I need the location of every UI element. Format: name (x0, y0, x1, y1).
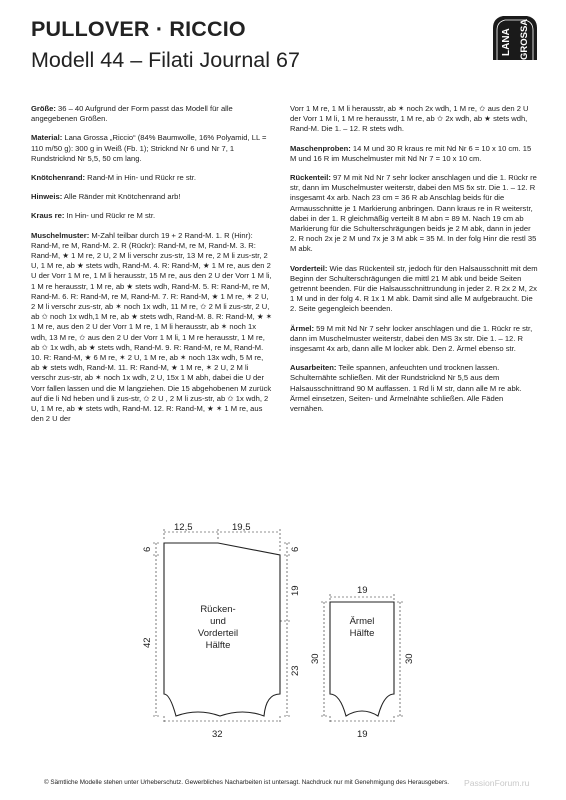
shell-pattern-cont-text: Vorr 1 M re, 1 M li herausstr, ab ✶ noch 2x wdh, 1 M re, ✩ aus den 2 U der Vorr 1 M li, 1 M re herausstr, 1 M re, ab ✩ 2x wdh, ab ★ stets wdh, Rand-M. Die 1. – 12. R stets wdh. (290, 104, 529, 134)
garter-section (31, 211, 273, 221)
front-label: Vorderteil: (290, 263, 328, 273)
dim-right-slope: 6 (290, 546, 301, 552)
lana-grossa-logo (487, 10, 543, 66)
body-label-1: Rücken- (200, 604, 236, 615)
sleeve-label: Ärmel: (290, 323, 315, 333)
copyright-footer: © Sämtliche Modelle stehen unter Urheberschutz. Gewerbliches Nacharbeiten ist untersagt. Nachdruck nur mit Genehmigung des Herausgebers. (44, 779, 450, 786)
size-text: 36 – 40 Aufgrund der Form passt das Modell für alle angegebenen Größen. (31, 104, 233, 124)
left-column (31, 104, 273, 433)
garter-text: In Hin- und Rückr re M str. (64, 211, 156, 221)
size-label: Größe: (31, 104, 56, 113)
material-section (31, 133, 273, 164)
page-subtitle: Modell 44 – Filati Journal 67 (31, 48, 300, 72)
body-label-3: Vorderteil (197, 628, 239, 639)
dim-body-width: 32 (212, 729, 223, 740)
finishing-label: Ausarbeiten: (290, 363, 337, 373)
sleeve-label-1: Ärmel (349, 616, 375, 627)
front-section (290, 264, 538, 315)
material-text: Lana Grossa „Riccio“ (84% Baumwolle, 16% Polyamid, LL = 110 m/50 g): 300 g in Weiß (Fb. 1); Stricknd Nr 6 und Nr 7, 1 Rundstricknd Nr 5,5, 50 cm lang. (31, 133, 267, 163)
watermark: PassionForum.ru (464, 778, 530, 788)
logo-text-lana: LANA (501, 28, 512, 56)
dim-side-length: 23 (290, 665, 301, 676)
note-text: Alle Ränder mit Knötchenrand arb! (62, 192, 181, 202)
body-label-2: und (210, 616, 226, 627)
gauge-label: Maschenproben: (290, 143, 351, 153)
dim-left-slope: 6 (142, 546, 153, 552)
knot-edge-section (31, 173, 273, 183)
shell-pattern-text: M-Zahl teilbar durch 19 + 2 Rand-M. 1. R (Hinr): Rand-M, re M, Rand-M. 2. R (Rückr): Rand-M, re M, Rand-M. 3. R: Rand-M, ★ 1 M re, 2 U, 2 M li verschr zus-str, 13 M re, 2 M li zus-str, 2 U, 1 M re, ab ★ stets wdh, Rand-M. 4. R: Rand-M, ★ 1 M re, aus den 2 U der Vorr 1 M re, 1 M li herausstr, 15 M re, aus den 2 U der Vorr 1 M li, 1 M re herausstr, 1 M re, ab ★ stets wdh, Rand-M. 5. R: Rand-M, re M, Rand-M. 6. R: Rand-M, re M, Rand-M. 7. R: Rand-M, ★ 1 M re, ✶ 2 U, 2 M li verschr zus-str, ab ✶ noch 1x wdh, 11 M re, ✩ 2 M li zus-str, 2 U, ab ✩ noch 1x wdh,1 M re, ab ★ stets wdh, Rand-M. 8. R: Rand-M, ★ ✶ 1 M re, aus den 2 U der Vorr 1 M re, 1 M li herausstr, ab ✶ noch 1x wdh, 13 M re, ✩ aus den 2 U der Vorr 1 M li, 1 M re herausstr, 1 M re, ab ✩ 1x wdh, ab ★ stets wdh, Rand-M. 9. R: Rand-M, re M, Rand-M. 10. R: Rand-M, ★ 6 M re, ✶ 2 U, 1 M re, ab ✶ noch 13x wdh, 5 M re, ab ★ stets wdh, Rand-M. 11. R: Rand-M, ★ 1 M re, ✶ 2 U, 2 M li verschr zus-str, ab ✶ noch 1x wdh, 2 U, 15x 1 M abh, dabei die U der Vorr fallen lassen und die M langziehen. Die 15 abgehobenen M zurück auf die li Nd heben und li zus-str, ✩ 2 U , 2 M li zus-str, ab ✩ 1x wdh, 2 U, 1 M re, ab ★ stets wdh, Rand-M. 12. R: Rand-M, ★ ✶ 1 M re, aus den 2 U der (31, 230, 273, 424)
shell-pattern-label: Muschelmuster: (31, 230, 90, 240)
sleeve-text: 59 M mit Nd Nr 7 sehr locker anschlagen und die 1. Rückr re str, dann im Muschelmuster weiterstr, dabei den MS 3x str. Die 1. – 12. R insgesamt 4x arb, dann alle M locker abk. Den 2. Ärmel ebenso str. (290, 323, 533, 354)
note-section (31, 192, 273, 202)
finishing-section (290, 363, 538, 414)
sleeve-section (290, 324, 538, 355)
material-label: Material: (31, 133, 63, 143)
back-label: Rückenteil: (290, 173, 331, 183)
dim-body-height: 42 (142, 637, 153, 648)
shell-pattern-section (31, 231, 273, 425)
shell-pattern-continued (290, 104, 538, 135)
sleeve-label-2: Hälfte (349, 628, 375, 639)
dim-sleeve-left: 30 (310, 653, 321, 664)
back-text: 97 M mit Nd Nr 7 sehr locker anschlagen und die 1. Rückr re str, dann im Muschelmuster weiterstr, dabei den MS 5x str. Die 1. – 12. R insgesamt 4x arb. Nach 23 cm = 36 R ab Anschlag beids für die Armausschnitte je 1 Markierung anbringen. Dann kraus re in R weiterstr, dabei in der 1. R gleichmäßig verteilt 8 M abn = 89 M. Nach 19 cm ab Markierung für die Schulterschrägungen beids je 2 M abk, dann in jeder 2. R noch 2x je 2 M und 7x je 3 M abk = 35 M. In der folg Hinr die restl 35 M abk. (290, 173, 537, 254)
finishing-text: Teile spannen, anfeuchten und trocknen lassen. Schulternähte schließen. Mit der Rundstricknd Nr 5,5 aus dem Halsausschnittrand 90 M auffassen. 1 Rd li M str, dann alle M re abk. Ärmel einsetzen, Seiten- und Ärmelnähte schließen. Alle Fäden vernähen. (290, 363, 522, 414)
dim-sleeve-right: 30 (404, 653, 415, 664)
dim-sleeve-top: 19 (357, 585, 368, 596)
dim-neck-width: 19,5 (232, 522, 251, 533)
body-label-4: Hälfte (205, 640, 231, 651)
schematic-diagram (0, 510, 566, 775)
dim-sleeve-bottom: 19 (357, 729, 368, 740)
front-text: Wie das Rückenteil str, jedoch für den Halsausschnitt mit dem Beginn der Schulterschrägungen die mittl 21 M abk und beide Seiten getrennt beenden. Für die Halsausschnittrundung in jeder 2. R 2x 2 M, 2x 1 M und in der folg 4. R 1x 1 M abk. Damit sind alle M aufgebraucht. Die 2. Seite gegengleich beenden. (290, 263, 538, 314)
knot-edge-text: Rand-M in Hin- und Rückr re str. (85, 173, 196, 183)
dim-armhole: 19 (290, 585, 301, 596)
dim-shoulder-width: 12,5 (174, 522, 193, 533)
right-column (290, 104, 538, 423)
knot-edge-label: Knötchenrand: (31, 173, 85, 183)
gauge-text: 14 M und 30 R kraus re mit Nd Nr 6 = 10 x 10 cm. 15 M und 16 R im Muschelmuster mit Nd Nr 7 = 10 x 10 cm. (290, 143, 532, 163)
logo-text-grossa: GROSSA (519, 18, 530, 60)
back-section (290, 173, 538, 255)
garter-label: Kraus re: (31, 211, 65, 221)
gauge-section (290, 144, 538, 164)
note-label: Hinweis: (31, 192, 63, 202)
page-title: PULLOVER · RICCIO (31, 17, 246, 41)
size-section (31, 104, 273, 124)
sleeve-dimension-lines (321, 594, 403, 724)
